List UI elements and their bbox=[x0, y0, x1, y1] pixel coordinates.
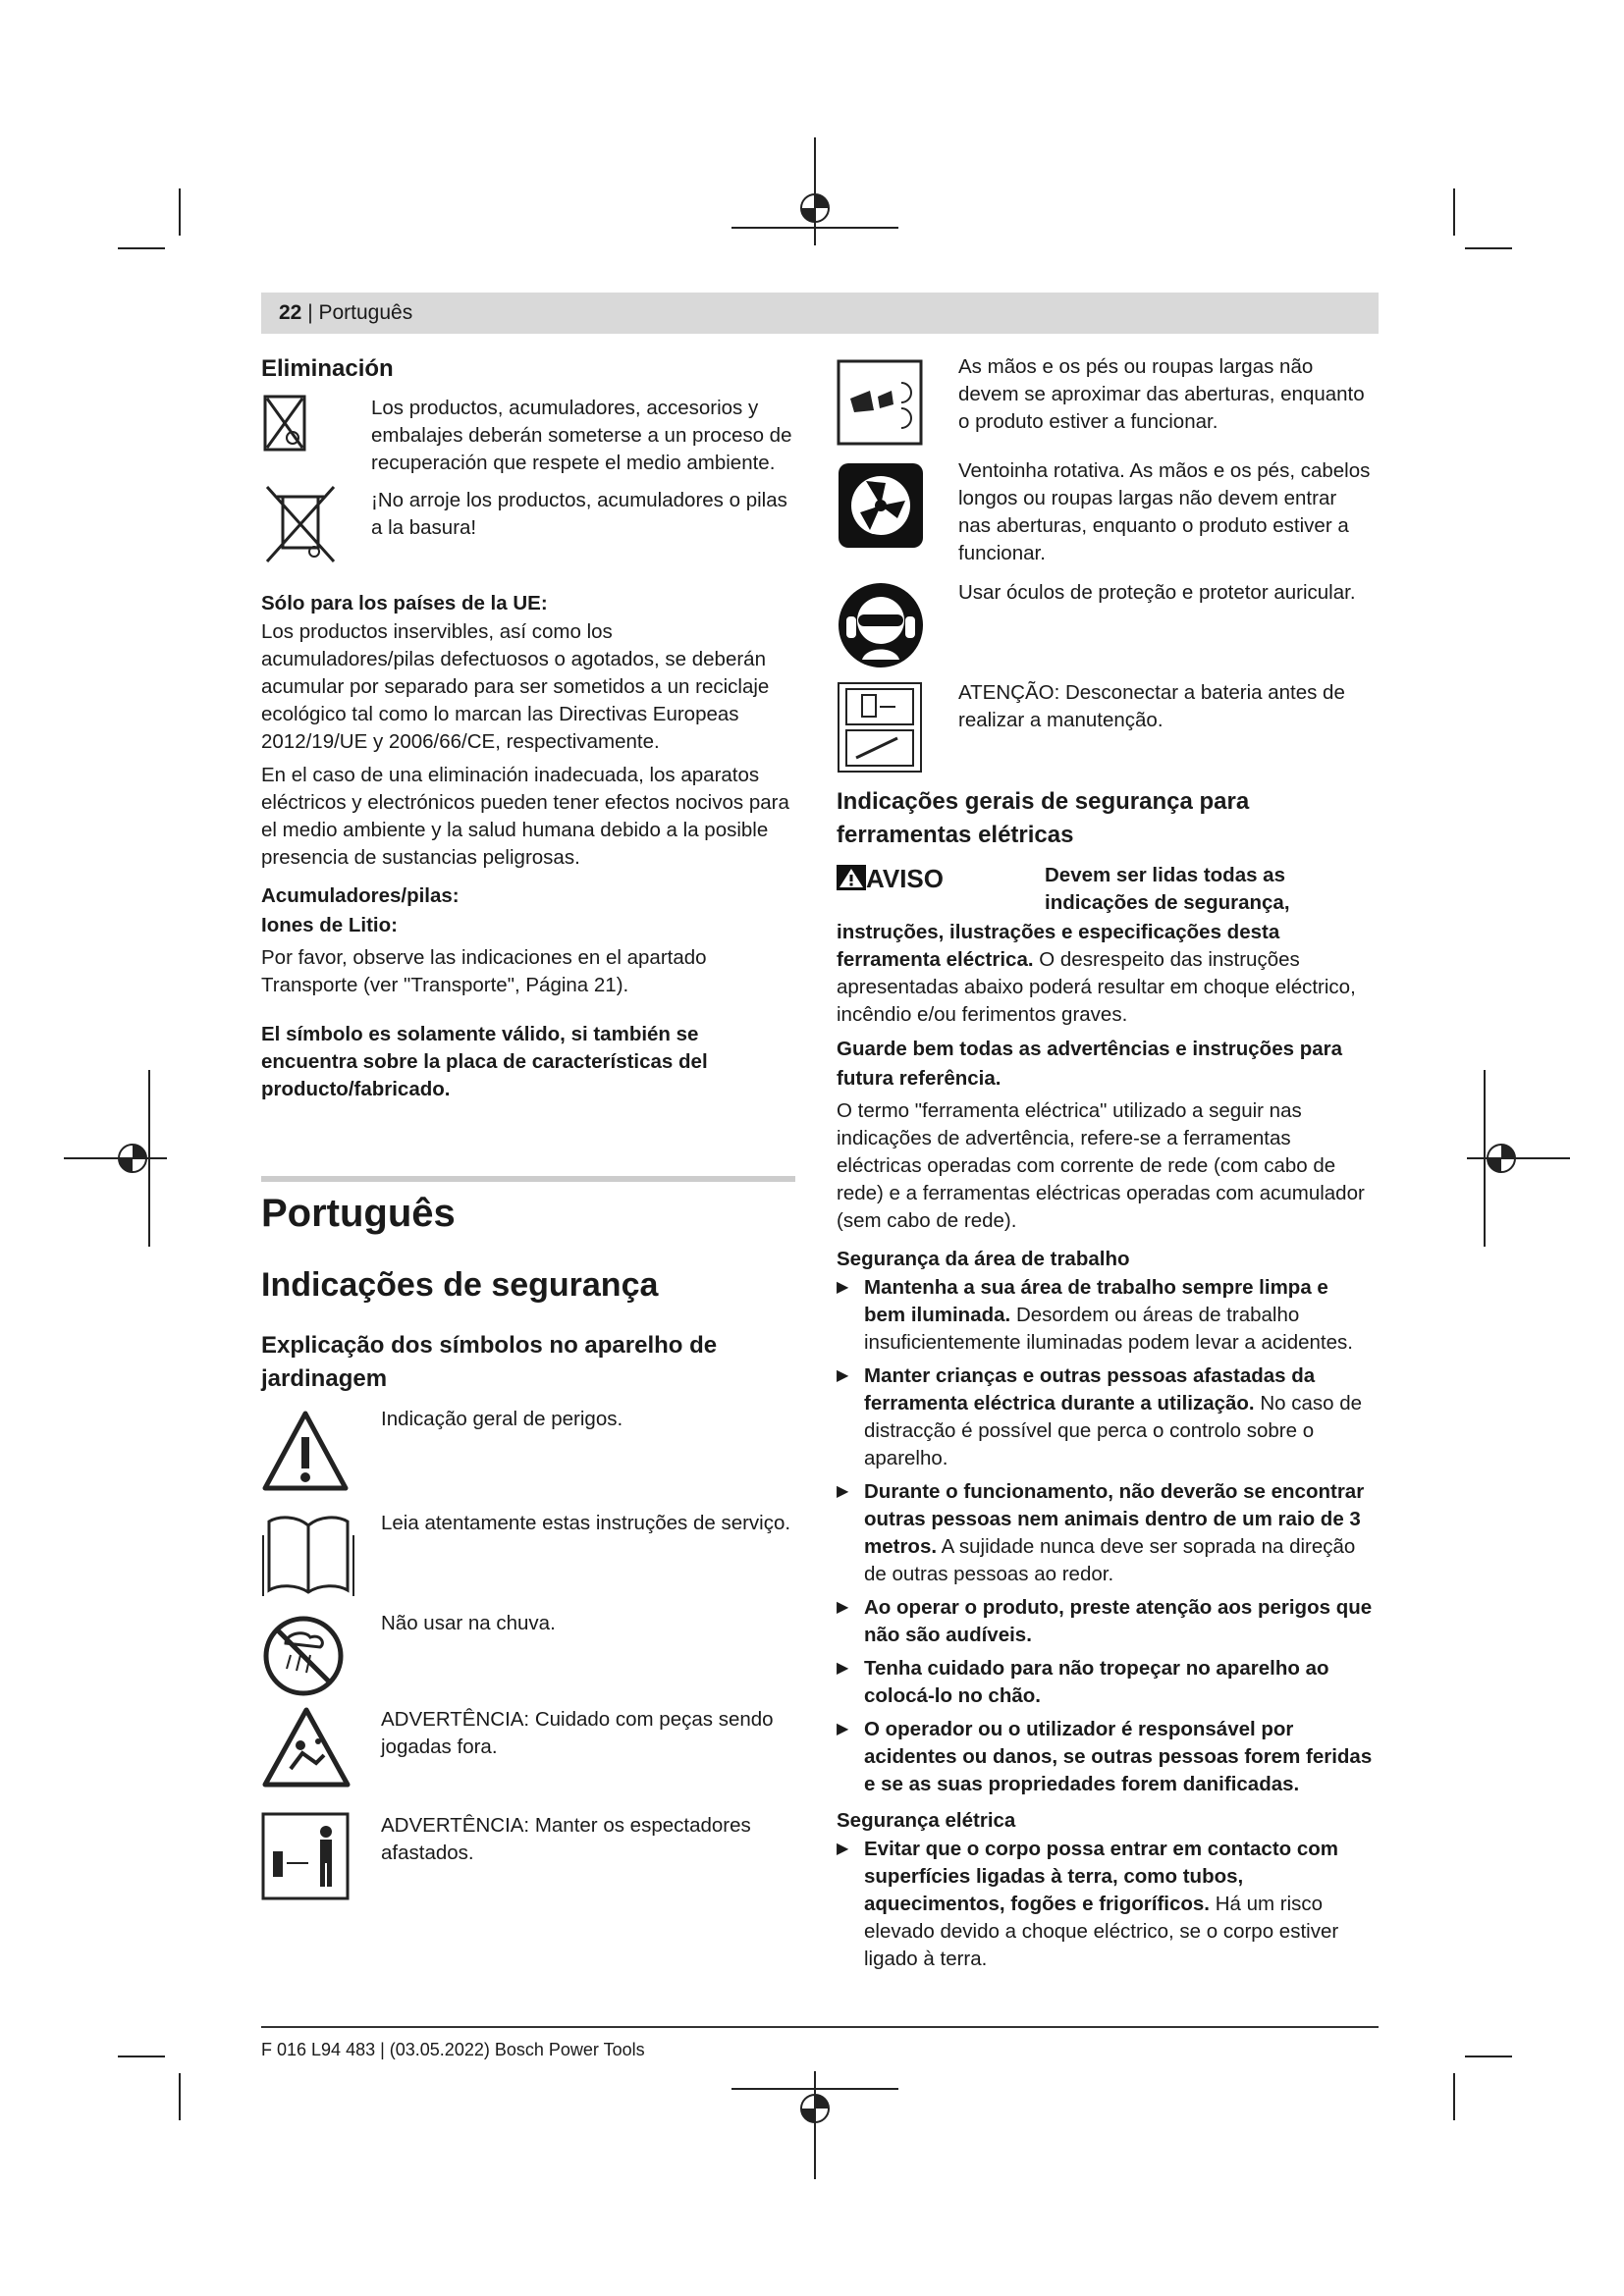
elim-text-2: ¡No arroje los productos, acumuladores o pilas a la basura! bbox=[371, 489, 787, 539]
list-item bbox=[837, 1594, 1375, 1649]
footer-divider bbox=[261, 2026, 1379, 2028]
bullet-arrow-icon: ▶ bbox=[837, 1660, 849, 1677]
bullet-text: A sujidade nunca deve ser soprada na direção de outras pessoas ao redor. bbox=[864, 1535, 1356, 1585]
sym-6-text: As mãos e os pés ou roupas largas não devem se aproximar das aberturas, enquanto o produto estiver a funcionar. bbox=[958, 355, 1365, 433]
bullet-arrow-icon: ▶ bbox=[837, 1721, 849, 1737]
crop-mark bbox=[1453, 2073, 1455, 2120]
ion-title: Iones de Litio: bbox=[261, 914, 398, 936]
symbol-note: El símbolo es solamente válido, si también se encuentra sobre la placa de características del producto/fabricado. bbox=[261, 1023, 708, 1100]
eu-text-1: Los productos inservibles, así como los acumuladores/pilas defectuosos o agotados, se deberán acumular por separado para ser sometidos a un reciclaje ecológico tal como lo marcan las Directivas Europeas 2012/19/UE y 2006/66/CE, respectivamente. bbox=[261, 620, 770, 753]
sym-2-text: Leia atentamente estas instruções de serviço. bbox=[381, 1512, 791, 1534]
hands-feet-away-icon bbox=[837, 359, 923, 446]
crop-mark bbox=[1465, 247, 1512, 249]
ion-text: Por favor, observe las indicaciones en el apartado Transporte (ver "Transporte", Página 21). bbox=[261, 946, 707, 996]
bullet-bold: Mantenha a sua área de trabalho sempre limpa e bem iluminada. bbox=[864, 1276, 1328, 1326]
sym-4-text: ADVERTÊNCIA: Cuidado com peças sendo jogadas fora. bbox=[381, 1708, 774, 1758]
recycle-bin-icon bbox=[263, 395, 306, 452]
elim-text-1: Los productos, acumuladores, accesorios y embalajes deberán someterse a un proceso de recuperación que respete el medio ambiente. bbox=[371, 397, 792, 474]
header-language: Português bbox=[318, 301, 413, 324]
eu-title: Sólo para los países de la UE: bbox=[261, 592, 548, 614]
bullet-text: Desordem ou áreas de trabalho insuficientemente iluminadas podem levar a acidentes. bbox=[864, 1304, 1353, 1354]
list-item bbox=[837, 1836, 1375, 1973]
keep-bystanders-away-icon bbox=[261, 1812, 350, 1900]
crop-mark bbox=[179, 2073, 181, 2120]
list-item bbox=[837, 1362, 1375, 1472]
crop-mark bbox=[118, 2056, 165, 2057]
section-divider bbox=[261, 1176, 795, 1182]
footer-text: F 016 L94 483 | (03.05.2022) Bosch Power Tools bbox=[261, 2040, 645, 2059]
bullet-bold: Manter crianças e outras pessoas afastadas da ferramenta eléctrica durante a utilização. bbox=[864, 1364, 1316, 1415]
sym-7-text: Ventoinha rotativa. As mãos e os pés, cabelos longos ou roupas largas não devem entrar nas aberturas, enquanto o produto estiver a funcionar. bbox=[958, 459, 1371, 564]
sym-3-text: Não usar na chuva. bbox=[381, 1612, 556, 1634]
work-area-title: Segurança da área de trabalho bbox=[837, 1248, 1130, 1270]
aviso-bold-b: instruções, ilustrações e especificações desta ferramenta eléctrica. bbox=[837, 921, 1280, 971]
aviso-label: AVISO bbox=[866, 864, 944, 893]
acc-title: Acumuladores/pilas: bbox=[261, 884, 460, 907]
list-item bbox=[837, 1716, 1375, 1798]
bullet-text: No caso de distracção é possível que perca o controlo sobre o aparelho. bbox=[864, 1392, 1363, 1469]
warning-triangle-icon bbox=[837, 865, 866, 890]
bullet-text: Há um risco elevado devido a choque eléctrico, se o corpo estiver ligado à terra. bbox=[864, 1893, 1339, 1970]
registration-mark-icon bbox=[1467, 1070, 1575, 1247]
registration-mark-icon bbox=[59, 1070, 167, 1247]
electrical-safety-title: Segurança elétrica bbox=[837, 1809, 1016, 1832]
sym-1-text: Indicação geral de perigos. bbox=[381, 1408, 623, 1430]
bullet-bold: Ao operar o produto, preste atenção aos perigos que não são audíveis. bbox=[864, 1596, 1373, 1646]
bullet-bold: Tenha cuidado para não tropeçar no aparelho ao colocá-lo no chão. bbox=[864, 1657, 1329, 1707]
pt-title: Português bbox=[261, 1192, 456, 1235]
crop-mark bbox=[179, 188, 181, 236]
rotating-fan-icon bbox=[837, 461, 925, 550]
bullet-arrow-icon: ▶ bbox=[837, 1367, 849, 1384]
keep-instructions: Guarde bem todas as advertências e instruções para futura referência. bbox=[837, 1038, 1342, 1090]
list-item bbox=[837, 1274, 1375, 1357]
elim-title: Eliminación bbox=[261, 355, 394, 382]
crop-mark bbox=[1453, 188, 1455, 236]
aviso-text: O desrespeito das instruções apresentadas abaixo poderá resultar em choque eléctrico, incêndio e/ou ferimentos graves. bbox=[837, 948, 1356, 1026]
registration-mark-icon bbox=[727, 2071, 903, 2179]
sym-5-text: ADVERTÊNCIA: Manter os espectadores afastados. bbox=[381, 1814, 751, 1864]
read-manual-icon bbox=[261, 1512, 355, 1596]
crop-mark bbox=[1465, 2056, 1512, 2057]
sym-8-text: Usar óculos de proteção e protetor auricular. bbox=[958, 581, 1356, 604]
crossed-bin-icon bbox=[263, 483, 338, 567]
sym-9-text: ATENÇÃO: Desconectar a bateria antes de realizar a manutenção. bbox=[958, 681, 1345, 731]
crop-mark bbox=[118, 247, 165, 249]
bullet-bold: Evitar que o corpo possa entrar em contacto com superfícies ligadas à terra, como tubos, aquecimentos, fogões e frigoríficos. bbox=[864, 1838, 1339, 1915]
bullet-arrow-icon: ▶ bbox=[837, 1279, 849, 1296]
page-header: 22 | Português bbox=[261, 293, 1379, 334]
symbols-title: Explicação dos símbolos no aparelho de jardinagem bbox=[261, 1332, 718, 1392]
bullet-arrow-icon: ▶ bbox=[837, 1841, 849, 1857]
warning-triangle-icon bbox=[261, 1410, 350, 1492]
no-rain-icon bbox=[261, 1614, 346, 1698]
registration-mark-icon bbox=[727, 137, 903, 245]
bullet-bold: O operador ou o utilizador é responsável por acidentes ou danos, se outras pessoas forem feridas e se as suas propriedades forem danificadas. bbox=[864, 1718, 1373, 1795]
aviso-bold-a: Devem ser lidas todas as indicações de segurança, bbox=[1045, 864, 1290, 914]
list-item bbox=[837, 1478, 1375, 1588]
bullet-arrow-icon: ▶ bbox=[837, 1599, 849, 1616]
aviso-badge bbox=[837, 864, 944, 893]
safety-title: Indicações de segurança bbox=[261, 1266, 659, 1304]
term-text: O termo "ferramenta eléctrica" utilizado a seguir nas indicações de advertência, refere-se a ferramentas eléctricas operadas com corrente de rede (com cabo de rede) e a ferramentas eléctricas operadas com acumulador (sem cabo de rede). bbox=[837, 1099, 1365, 1232]
disconnect-battery-icon bbox=[837, 681, 923, 774]
general-safety-title: Indicações gerais de segurança para ferramentas elétricas bbox=[837, 788, 1250, 848]
bullet-arrow-icon: ▶ bbox=[837, 1483, 849, 1500]
page-number: 22 bbox=[279, 301, 302, 324]
bullet-bold: Durante o funcionamento, não deverão se encontrar outras pessoas nem animais dentro de um raio de 3 metros. bbox=[864, 1480, 1365, 1558]
eu-text-2: En el caso de una eliminación inadecuada, los aparatos eléctricos y electrónicos pueden tener efectos nocivos para el medio ambiente y la salud humana debido a la posible presencia de sustancias peligrosas. bbox=[261, 764, 789, 869]
eye-ear-protection-icon bbox=[837, 581, 925, 669]
list-item bbox=[837, 1655, 1375, 1710]
thrown-objects-icon bbox=[261, 1706, 352, 1789]
